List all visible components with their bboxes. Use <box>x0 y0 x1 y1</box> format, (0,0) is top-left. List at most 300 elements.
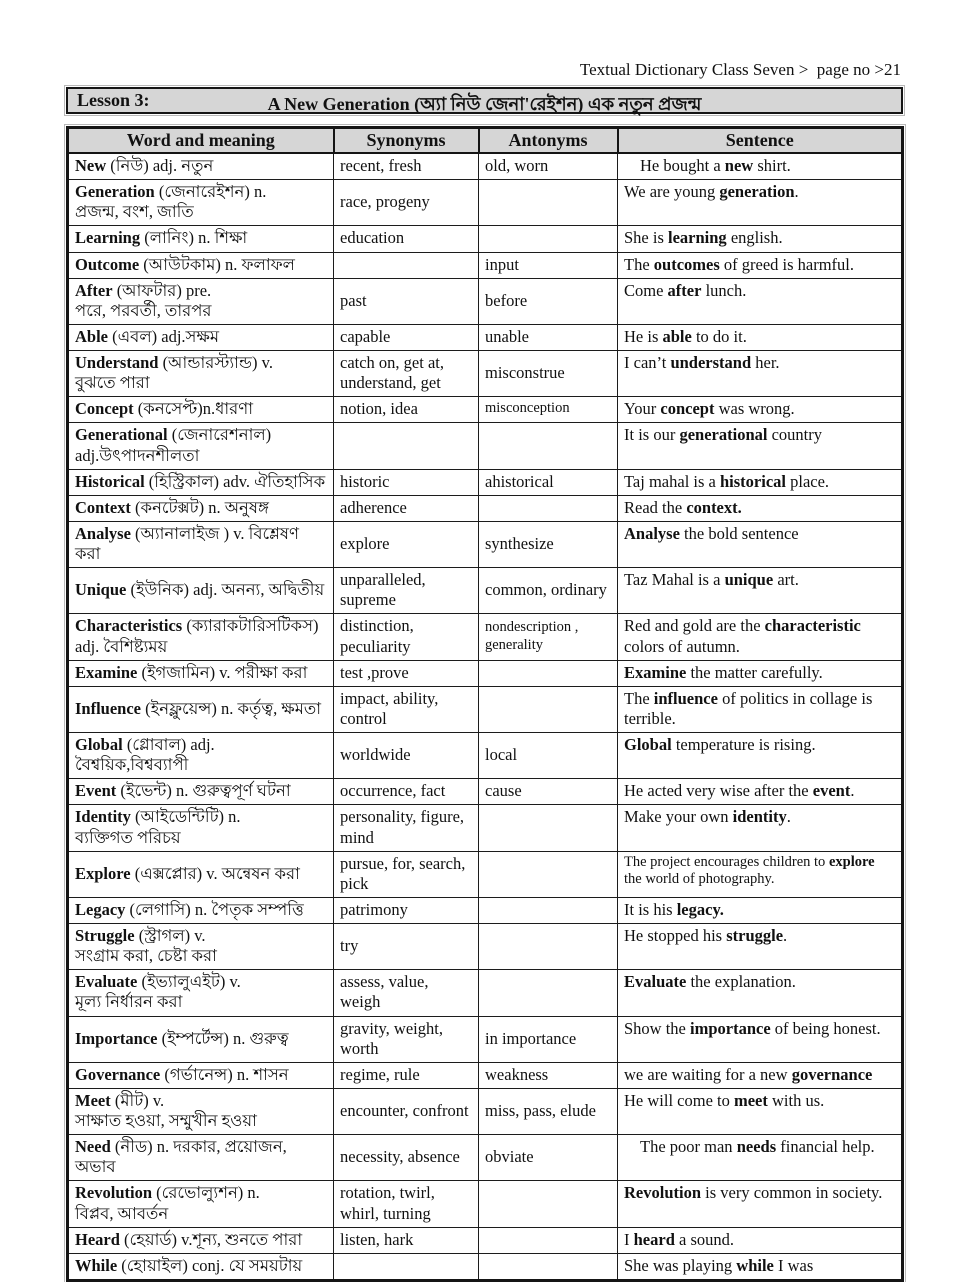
synonyms-cell: try <box>334 924 479 970</box>
text-segment: the world of photography. <box>624 871 775 888</box>
word-cell <box>68 1088 334 1134</box>
word-cell <box>68 495 334 521</box>
highlight-word: governance <box>791 1064 873 1084</box>
synonyms-cell: impact, ability, control <box>334 686 479 732</box>
text-segment: . <box>786 807 791 827</box>
highlight-word: Meet <box>75 1090 111 1110</box>
antonyms-cell <box>479 1253 618 1280</box>
sentence-cell <box>618 897 903 923</box>
lesson-number-label: Lesson 3: <box>77 90 150 110</box>
word-cell <box>68 897 334 923</box>
highlight-word: Identity <box>75 807 131 827</box>
antonyms-cell <box>479 180 618 226</box>
page-header-text: Textual Dictionary Class Seven > page no >21 <box>579 60 901 79</box>
word-cell <box>68 970 334 1016</box>
highlight-word: Context <box>75 497 131 517</box>
text-segment: (কনসেপ্ট)n.ধারণা <box>133 399 253 419</box>
antonyms-cell: cause <box>479 779 618 805</box>
text-segment: . <box>794 182 799 202</box>
highlight-word: outcomes <box>653 254 720 274</box>
sentence-cell <box>618 851 903 897</box>
synonyms-cell: listen, hark <box>334 1227 479 1253</box>
text-segment: It is our <box>624 425 680 445</box>
lesson-header-bar <box>66 87 903 114</box>
text-segment: of being honest. <box>770 1018 881 1038</box>
antonyms-cell: weakness <box>479 1062 618 1088</box>
highlight-word: Characteristics <box>75 616 183 636</box>
text-segment: Red and gold are the <box>624 616 765 636</box>
text-segment: I can’t <box>624 353 671 372</box>
text-segment: (ইভেন্ট) n. গুরুত্বপূর্ণ ঘটনা <box>116 781 291 801</box>
text-segment: (জেনারেশনাল) <box>167 425 272 445</box>
highlight-word: Governance <box>75 1064 161 1084</box>
text-segment: adj.উৎপাদনশীলতা <box>75 445 200 465</box>
antonyms-cell <box>479 423 618 469</box>
antonyms-cell <box>479 495 618 521</box>
text-segment: (ক্যারাকটারিসটিকস) <box>182 616 319 636</box>
text-segment: সংগ্রাম করা, চেষ্টা করা <box>75 946 217 966</box>
text-segment: He will come to <box>624 1090 734 1110</box>
synonyms-cell: adherence <box>334 495 479 521</box>
document-page <box>66 60 903 1282</box>
table-row <box>68 851 903 897</box>
text-segment: She is <box>624 228 669 248</box>
text-segment: the matter carefully. <box>686 662 823 682</box>
text-segment: the explanation. <box>686 972 796 992</box>
synonyms-cell: unparalleled, supreme <box>334 568 479 614</box>
antonyms-cell: in importance <box>479 1016 618 1062</box>
synonyms-cell <box>334 423 479 469</box>
synonyms-cell: patrimony <box>334 897 479 923</box>
sentence-cell <box>618 568 903 614</box>
synonyms-cell: historic <box>334 469 479 495</box>
highlight-word: Global <box>624 735 672 754</box>
text-segment: Show the <box>624 1018 690 1038</box>
highlight-word: Able <box>75 326 108 346</box>
antonyms-cell: miss, pass, elude <box>479 1088 618 1134</box>
column-header-sentence: Sentence <box>618 128 903 154</box>
text-segment: (এক্সপ্লোর) v. অন্বেষন করা <box>130 863 300 883</box>
synonyms-cell: rotation, twirl, whirl, turning <box>334 1181 479 1227</box>
text-segment: বিপ্লব, আবর্তন <box>75 1203 169 1223</box>
word-cell <box>68 423 334 469</box>
sentence-cell <box>618 153 903 180</box>
word-cell <box>68 614 334 660</box>
word-cell <box>68 521 334 567</box>
word-cell <box>68 397 334 423</box>
text-segment: The project encourages children to <box>624 853 829 870</box>
antonyms-cell: misconstrue <box>479 351 618 397</box>
text-segment: with us. <box>767 1090 825 1110</box>
highlight-word: Importance <box>75 1028 158 1048</box>
table-row <box>68 469 903 495</box>
highlight-word: context. <box>686 497 742 517</box>
column-header-antonyms: Antonyms <box>479 128 618 154</box>
synonyms-cell: personality, figure, mind <box>334 805 479 851</box>
table-row <box>68 153 903 180</box>
text-segment: (স্ট্রাগল) v. <box>134 926 206 945</box>
table-row <box>68 423 903 469</box>
lesson-title: A New Generation (অ্যা নিউ জেনা'রেইশন) এক নতুন প্রজন্ম <box>267 94 702 114</box>
sentence-cell <box>618 351 903 397</box>
word-cell <box>68 1062 334 1088</box>
synonyms-cell: pursue, for, search, pick <box>334 851 479 897</box>
synonyms-cell: past <box>334 278 479 324</box>
highlight-word: Outcome <box>75 254 140 274</box>
text-segment: (আন্ডারস্ট্যান্ড) v. <box>158 353 273 372</box>
highlight-word: Global <box>75 735 123 754</box>
highlight-word: Analyse <box>624 523 680 543</box>
table-row <box>68 521 903 567</box>
highlight-word: unique <box>724 570 774 590</box>
text-segment: He stopped his <box>624 926 727 945</box>
text-segment: (ইনফ্লুয়েন্স) n. কর্তৃত্ব, ক্ষমতা <box>141 698 322 718</box>
antonyms-cell <box>479 226 618 252</box>
synonyms-cell: recent, fresh <box>334 153 479 180</box>
text-segment: is very common in society. <box>701 1183 883 1203</box>
text-segment: financial help. <box>776 1137 875 1157</box>
highlight-word: Examine <box>75 662 138 682</box>
text-segment: Taj mahal is a <box>624 471 720 491</box>
word-cell <box>68 686 334 732</box>
text-segment: the bold sentence <box>679 523 799 543</box>
synonyms-cell: assess, value, weigh <box>334 970 479 1016</box>
highlight-word: Generation <box>75 182 155 202</box>
word-cell <box>68 226 334 252</box>
sentence-cell <box>618 1088 903 1134</box>
text-segment: (অ্যানালাইজ ) v. বিশ্লেষণ করা <box>75 523 300 563</box>
text-segment: (মীট) v. <box>110 1090 165 1110</box>
highlight-word: Need <box>75 1137 111 1157</box>
antonyms-cell <box>479 805 618 851</box>
word-cell <box>68 1181 334 1227</box>
sentence-cell <box>618 779 903 805</box>
highlight-word: Concept <box>75 399 134 419</box>
text-segment: (গ্লোবাল) adj. বৈশ্বয়িক,বিশ্বব্যাপী <box>75 735 215 775</box>
highlight-word: learning <box>668 228 727 248</box>
antonyms-cell: before <box>479 278 618 324</box>
text-segment: Read the <box>624 497 687 517</box>
antonyms-cell <box>479 1227 618 1253</box>
word-cell <box>68 252 334 278</box>
text-segment: (রেভোল্যুশন) n. <box>152 1183 260 1203</box>
text-segment: . <box>783 926 788 945</box>
table-row <box>68 351 903 397</box>
sentence-cell <box>618 805 903 851</box>
highlight-word: Heard <box>75 1229 120 1249</box>
text-segment: was wrong. <box>714 399 795 419</box>
synonyms-cell: test ,prove <box>334 660 479 686</box>
table-row <box>68 805 903 851</box>
highlight-word: Evaluate <box>624 972 687 992</box>
table-row <box>68 1253 903 1280</box>
text-segment: lunch. <box>701 280 747 300</box>
word-cell <box>68 1227 334 1253</box>
antonyms-cell: synthesize <box>479 521 618 567</box>
synonyms-cell: catch on, get at, understand, get <box>334 351 479 397</box>
antonyms-cell: old, worn <box>479 153 618 180</box>
highlight-word: Analyse <box>75 523 131 543</box>
word-cell <box>68 153 334 180</box>
text-segment: colors of autumn. <box>624 636 740 656</box>
synonyms-cell: occurrence, fact <box>334 779 479 805</box>
table-row <box>68 1227 903 1253</box>
text-segment: (জেনারেইশন) n. <box>154 182 267 202</box>
highlight-word: Revolution <box>624 1183 702 1203</box>
text-segment: He acted very wise after the <box>624 781 813 801</box>
word-cell <box>68 1016 334 1062</box>
sentence-cell <box>618 324 903 350</box>
antonyms-cell: misconception <box>479 397 618 423</box>
word-cell <box>68 180 334 226</box>
table-row <box>68 1135 903 1181</box>
sentence-cell <box>618 970 903 1016</box>
highlight-word: explore <box>828 853 875 870</box>
table-row <box>68 324 903 350</box>
highlight-word: new <box>724 156 754 175</box>
highlight-word: after <box>667 280 702 300</box>
highlight-word: heard <box>633 1229 675 1249</box>
text-segment: (ইউনিক) adj. অনন্য, অদ্বিতীয় <box>126 580 325 600</box>
highlight-word: Understand <box>75 353 159 372</box>
text-segment: english. <box>726 228 783 248</box>
text-segment: বুঝতে পারা <box>75 373 150 393</box>
column-header-word-and-meaning: Word and meaning <box>68 128 334 154</box>
sentence-cell <box>618 521 903 567</box>
sentence-cell <box>618 1062 903 1088</box>
sentence-cell <box>618 1253 903 1280</box>
highlight-word: Historical <box>75 471 145 491</box>
antonyms-cell: nondescription , generality <box>479 614 618 660</box>
antonyms-cell: input <box>479 252 618 278</box>
text-segment: সাক্ষাত হওয়া, সম্মুখীন হওয়া <box>75 1111 257 1130</box>
highlight-word: Evaluate <box>75 972 138 992</box>
synonyms-cell: notion, idea <box>334 397 479 423</box>
highlight-word: concept <box>660 399 715 419</box>
column-header-synonyms: Synonyms <box>334 128 479 154</box>
word-cell <box>68 568 334 614</box>
table-row <box>68 1181 903 1227</box>
sentence-cell <box>618 1227 903 1253</box>
synonyms-cell <box>334 252 479 278</box>
text-segment: (এবল) adj.সক্ষম <box>108 326 219 346</box>
text-segment: পরে, পরবর্তী, তারপর <box>75 300 212 320</box>
highlight-word: historical <box>719 471 786 491</box>
antonyms-cell <box>479 924 618 970</box>
highlight-word: Influence <box>75 698 141 718</box>
antonyms-cell <box>479 851 618 897</box>
highlight-word: legacy. <box>676 899 724 919</box>
text-segment: place. <box>785 471 830 491</box>
word-cell <box>68 1253 334 1280</box>
table-row <box>68 686 903 732</box>
text-segment: The <box>624 688 654 708</box>
table-row <box>68 660 903 686</box>
highlight-word: While <box>75 1255 118 1275</box>
word-cell <box>68 733 334 779</box>
text-segment: adj. বৈশিষ্ট্যময় <box>75 636 168 656</box>
antonyms-cell <box>479 1181 618 1227</box>
highlight-word: influence <box>653 688 718 708</box>
text-segment: temperature is rising. <box>671 735 816 754</box>
table-row <box>68 495 903 521</box>
highlight-word: Struggle <box>75 926 135 945</box>
table-row <box>68 779 903 805</box>
word-cell <box>68 660 334 686</box>
highlight-word: generational <box>679 425 768 445</box>
table-row <box>68 897 903 923</box>
highlight-word: Event <box>75 781 117 801</box>
sentence-cell <box>618 924 903 970</box>
text-segment: It is his <box>624 899 677 919</box>
synonyms-cell: worldwide <box>334 733 479 779</box>
antonyms-cell <box>479 660 618 686</box>
word-cell <box>68 324 334 350</box>
table-row <box>68 614 903 660</box>
table-row <box>68 1062 903 1088</box>
text-segment: (কনটেক্সট) n. অনুষঙ্গ <box>130 497 269 517</box>
text-segment: The <box>624 254 654 274</box>
word-cell <box>68 278 334 324</box>
text-segment: মূল্য নির্ধারন করা <box>75 992 183 1012</box>
highlight-word: generation <box>719 182 795 202</box>
text-segment: (ইভ্যালুএইট) v. <box>137 972 241 992</box>
antonyms-cell: obviate <box>479 1135 618 1181</box>
highlight-word: characteristic <box>764 616 861 636</box>
table-header-row <box>68 128 903 154</box>
sentence-cell <box>618 423 903 469</box>
word-cell <box>68 469 334 495</box>
text-segment: country <box>767 425 822 445</box>
text-segment: Come <box>624 280 668 300</box>
text-segment: shirt. <box>753 156 791 175</box>
highlight-word: struggle <box>726 926 784 945</box>
antonyms-cell <box>479 970 618 1016</box>
word-cell <box>68 805 334 851</box>
text-segment: ব্যক্তিগত পরিচয় <box>75 827 181 847</box>
text-segment: (ইম্পর্টেন্স) n. গুরুত্ব <box>157 1028 289 1048</box>
text-segment: art. <box>773 570 799 590</box>
text-segment: (হিস্ট্রিকাল) adv. ঐতিহাসিক <box>144 471 326 491</box>
table-row <box>68 970 903 1016</box>
text-segment: (লানিং) n. শিক্ষা <box>140 228 248 248</box>
text-segment: (আউটকাম) n. ফলাফল <box>139 254 295 274</box>
text-segment: a sound. <box>674 1229 734 1249</box>
highlight-word: Revolution <box>75 1183 153 1203</box>
highlight-word: Examine <box>624 662 687 682</box>
table-row <box>68 180 903 226</box>
sentence-cell <box>618 226 903 252</box>
synonyms-cell: necessity, absence <box>334 1135 479 1181</box>
text-segment: we are waiting for a new <box>624 1064 792 1084</box>
highlight-word: After <box>75 280 113 300</box>
text-segment: Your <box>624 399 661 419</box>
text-segment: Taz Mahal is a <box>624 570 725 590</box>
dictionary-table <box>66 126 904 1282</box>
sentence-cell <box>618 1135 903 1181</box>
synonyms-cell: regime, rule <box>334 1062 479 1088</box>
highlight-word: importance <box>690 1018 771 1038</box>
antonyms-cell: common, ordinary <box>479 568 618 614</box>
highlight-word: Legacy <box>75 899 126 919</box>
text-segment: (গর্ভানেন্স) n. শাসন <box>160 1064 289 1084</box>
text-segment: (নিউ) adj. নতুন <box>106 156 214 175</box>
table-row <box>68 1016 903 1062</box>
sentence-cell <box>618 686 903 732</box>
sentence-cell <box>618 614 903 660</box>
highlight-word: identity <box>732 807 787 827</box>
highlight-word: Learning <box>75 228 141 248</box>
sentence-cell <box>618 252 903 278</box>
sentence-cell <box>618 660 903 686</box>
text-segment: (ইগজামিন) v. পরীক্ষা করা <box>137 662 308 682</box>
antonyms-cell: local <box>479 733 618 779</box>
highlight-word: Generational <box>75 425 168 445</box>
text-segment: We are young <box>624 182 720 202</box>
synonyms-cell: distinction, peculiarity <box>334 614 479 660</box>
table-row <box>68 278 903 324</box>
synonyms-cell: gravity, weight, worth <box>334 1016 479 1062</box>
sentence-cell <box>618 278 903 324</box>
table-row <box>68 733 903 779</box>
synonyms-cell: explore <box>334 521 479 567</box>
text-segment: (হেয়ার্ড) v.শূন্য, শুনতে পারা <box>119 1229 303 1249</box>
text-segment: I was <box>773 1255 814 1275</box>
text-segment: (লেগাসি) n. পৈতৃক সম্পত্তি <box>125 899 304 919</box>
table-row <box>68 397 903 423</box>
sentence-cell <box>618 469 903 495</box>
table-row <box>68 1088 903 1134</box>
text-segment: The poor man <box>640 1137 737 1157</box>
text-segment: He is <box>624 326 663 346</box>
text-segment: (আইডেন্টিটি) n. <box>130 807 241 827</box>
text-segment: (হোয়াইল) conj. যে সময়টায় <box>117 1255 303 1275</box>
text-segment: (নীড) n. দরকার, প্রয়োজন, অভাব <box>75 1137 287 1177</box>
text-segment: her. <box>751 353 780 372</box>
table-row <box>68 924 903 970</box>
highlight-word: understand <box>670 353 752 372</box>
synonyms-cell <box>334 1253 479 1280</box>
antonyms-cell <box>479 897 618 923</box>
text-segment: I <box>624 1229 634 1249</box>
text-segment: He bought a <box>640 156 725 175</box>
highlight-word: meet <box>733 1090 768 1110</box>
text-segment: (আফটার) pre. <box>112 280 212 300</box>
table-row <box>68 226 903 252</box>
sentence-cell <box>618 397 903 423</box>
synonyms-cell: encounter, confront <box>334 1088 479 1134</box>
text-segment: of politics in collage is terrible. <box>624 688 873 728</box>
highlight-word: while <box>736 1255 774 1275</box>
text-segment: প্রজন্ম, বংশ, জাতি <box>75 202 194 222</box>
antonyms-cell: unable <box>479 324 618 350</box>
highlight-word: event <box>812 781 851 801</box>
antonyms-cell <box>479 686 618 732</box>
text-segment: to do it. <box>691 326 747 346</box>
text-segment: . <box>850 781 855 801</box>
synonyms-cell: education <box>334 226 479 252</box>
word-cell <box>68 1135 334 1181</box>
highlight-word: Explore <box>75 863 131 883</box>
synonyms-cell: race, progeny <box>334 180 479 226</box>
synonyms-cell: capable <box>334 324 479 350</box>
highlight-word: able <box>662 326 692 346</box>
word-cell <box>68 924 334 970</box>
word-cell <box>68 851 334 897</box>
sentence-cell <box>618 733 903 779</box>
text-segment: Make your own <box>624 807 733 827</box>
sentence-cell <box>618 1181 903 1227</box>
